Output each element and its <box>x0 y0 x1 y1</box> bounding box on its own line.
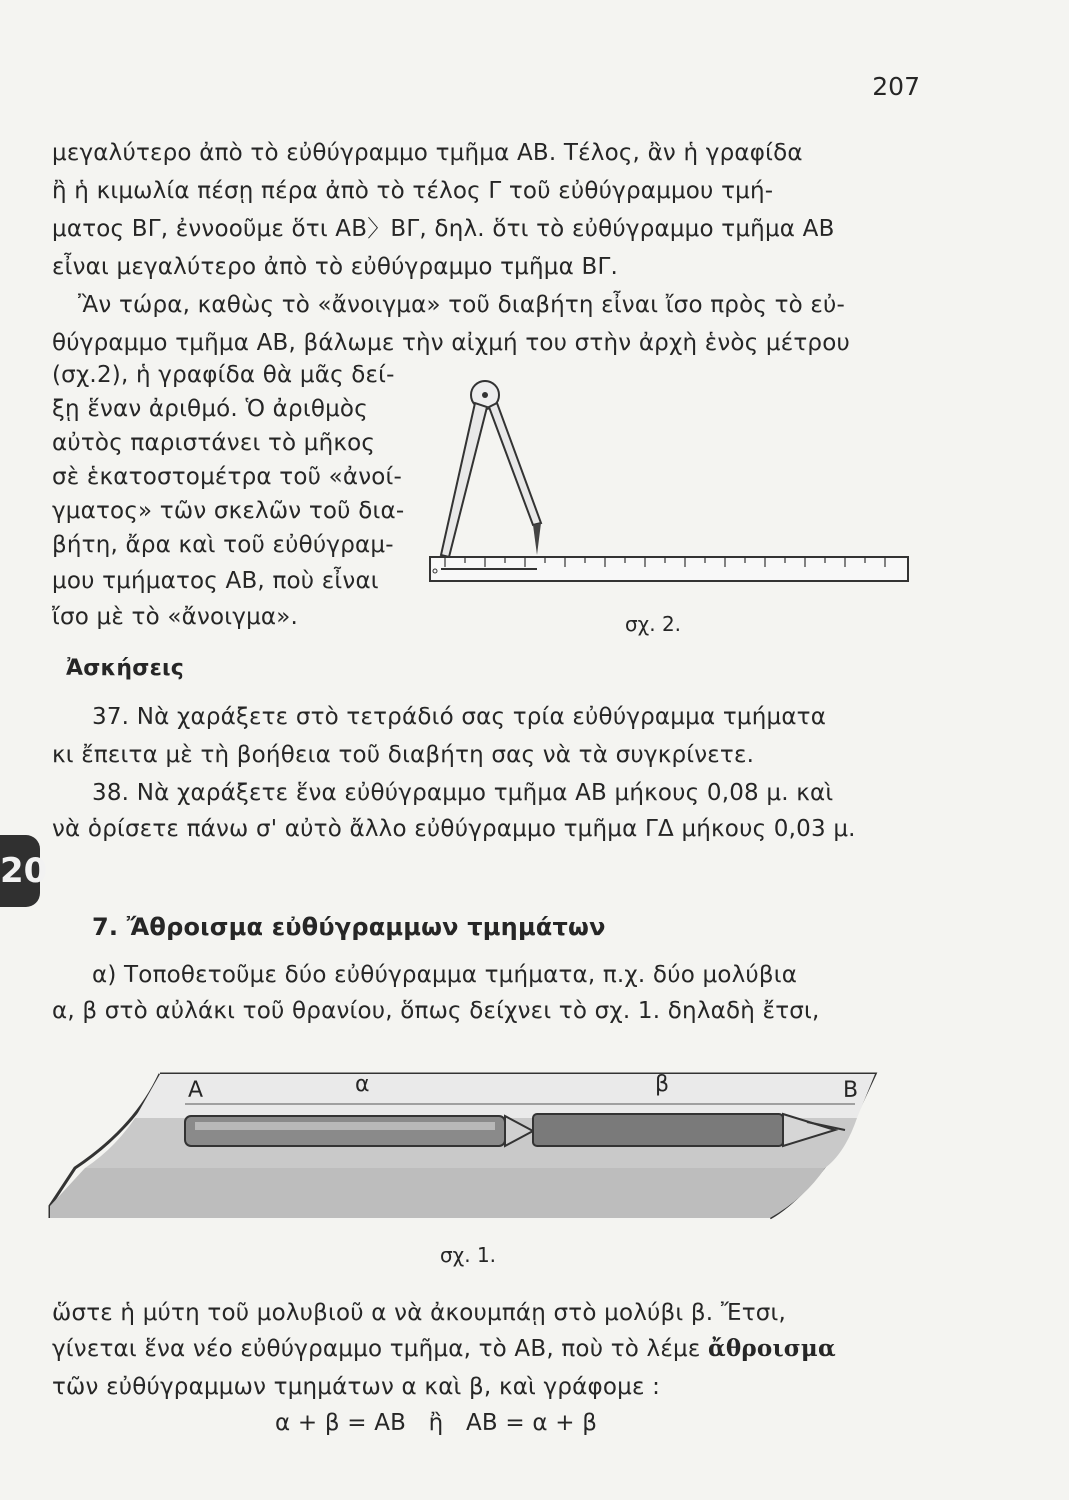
text-line: μεγαλύτερο ἀπὸ τὸ εὐθύγραμμο τμῆμα ΑΒ. Τέλος, ἂν ἡ γραφίδα <box>52 140 803 166</box>
bold-term: ἄθροισμα <box>707 1335 836 1362</box>
text-run: γίνεται ἕνα νέο εὐθύγραμμο τμῆμα, τὸ ΑΒ, ποὺ τὸ λέμε <box>52 1336 701 1362</box>
exercise-37-line: κι ἔπειτα μὲ τὴ βοήθεια τοῦ διαβήτη σας νὰ τὰ συγκρίνετε. <box>52 742 755 768</box>
text-line: ξῃ ἕναν ἀριθμό. Ὁ ἀριθμὸς <box>52 396 368 422</box>
text-line: ματος ΒΓ, ἐννοοῦμε ὅτι ΑΒ〉ΒΓ, δηλ. ὅτι τὸ εὐθύγραμμο τμῆμα ΑΒ <box>52 216 835 242</box>
text-line: βήτη, ἄρα καὶ τοῦ εὐθύγραμ- <box>52 532 394 558</box>
edge-tab: 20 <box>0 835 40 907</box>
text-line: αὐτὸς παριστάνει τὸ μῆκος <box>52 430 376 456</box>
text-line: ἢ ἡ κιμωλία πέσῃ πέρα ἀπὸ τὸ τέλος Γ τοῦ εὐθύγραμμου τμή- <box>52 178 774 204</box>
page-number: 207 <box>872 72 920 101</box>
text-line: α, β στὸ αὐλάκι τοῦ θρανίου, ὅπως δείχνει τὸ σχ. 1. δηλαδὴ ἔτσι, <box>52 998 820 1024</box>
figure-1-label-alpha: α <box>355 1072 370 1097</box>
figure-2-caption: σχ. 2. <box>625 612 682 636</box>
exercise-38-line: νὰ ὁρίσετε πάνω σ' αὐτὸ ἄλλο εὐθύγραμμο τμῆμα ΓΔ μήκους 0,03 μ. <box>52 816 856 842</box>
figure-1-caption: σχ. 1. <box>440 1243 497 1267</box>
text-line: γματος» τῶν σκελῶν τοῦ δια- <box>52 498 405 524</box>
compass-ruler-figure <box>425 375 915 605</box>
text-line: σὲ ἑκατοστομέτρα τοῦ «ἀνοί- <box>52 464 403 490</box>
text-line: (σχ.2), ἡ γραφίδα θὰ μᾶς δεί- <box>52 362 395 388</box>
text-line <box>52 1334 836 1364</box>
text-line: μου τμήματος ΑΒ, ποὺ εἶναι <box>52 568 379 594</box>
section-heading: 7. Ἄθροισμα εὐθύγραμμων τμημάτων <box>92 913 606 941</box>
text-line: εἶναι μεγαλύτερο ἀπὸ τὸ εὐθύγραμμο τμῆμα ΒΓ. <box>52 254 618 280</box>
exercises-heading: Ἀσκήσεις <box>66 656 185 681</box>
text-line: ὥστε ἡ μύτη τοῦ μολυβιοῦ α νὰ ἀκουμπάῃ στὸ μολύβι β. Ἔτσι, <box>52 1300 787 1326</box>
exercise-38-line: 38. Νὰ χαράξετε ἕνα εὐθύγραμμο τμῆμα ΑΒ μήκους 0,08 μ. καὶ <box>92 780 834 806</box>
exercise-37-line: 37. Νὰ χαράξετε στὸ τετράδιό σας τρία εὐθύγραμμα τμήματα <box>92 704 827 730</box>
text-line: ἴσο μὲ τὸ «ἄνοιγμα». <box>52 604 299 630</box>
figure-1-label-A: Α <box>188 1078 204 1103</box>
pencils-figure <box>45 1068 925 1238</box>
text-line: θύγραμμο τμῆμα ΑΒ, βάλωμε τὴν αἰχμή του στὴν ἀρχὴ ἑνὸς μέτρου <box>52 330 851 356</box>
figure-1-label-B: Β <box>843 1078 859 1103</box>
figure-1-label-beta: β <box>655 1072 670 1097</box>
text-line: Ἂν τώρα, καθὼς τὸ «ἄνοιγμα» τοῦ διαβήτη εἶναι ἴσο πρὸς τὸ εὐ- <box>78 292 846 318</box>
text-line: α) Τοποθετοῦμε δύο εὐθύγραμμα τμήματα, π.χ. δύο μολύβια <box>92 962 798 988</box>
text-line: τῶν εὐθύγραμμων τμημάτων α καὶ β, καὶ γράφομε : <box>52 1374 661 1400</box>
equation: α + β = ΑΒ ἢ ΑΒ = α + β <box>275 1410 598 1436</box>
